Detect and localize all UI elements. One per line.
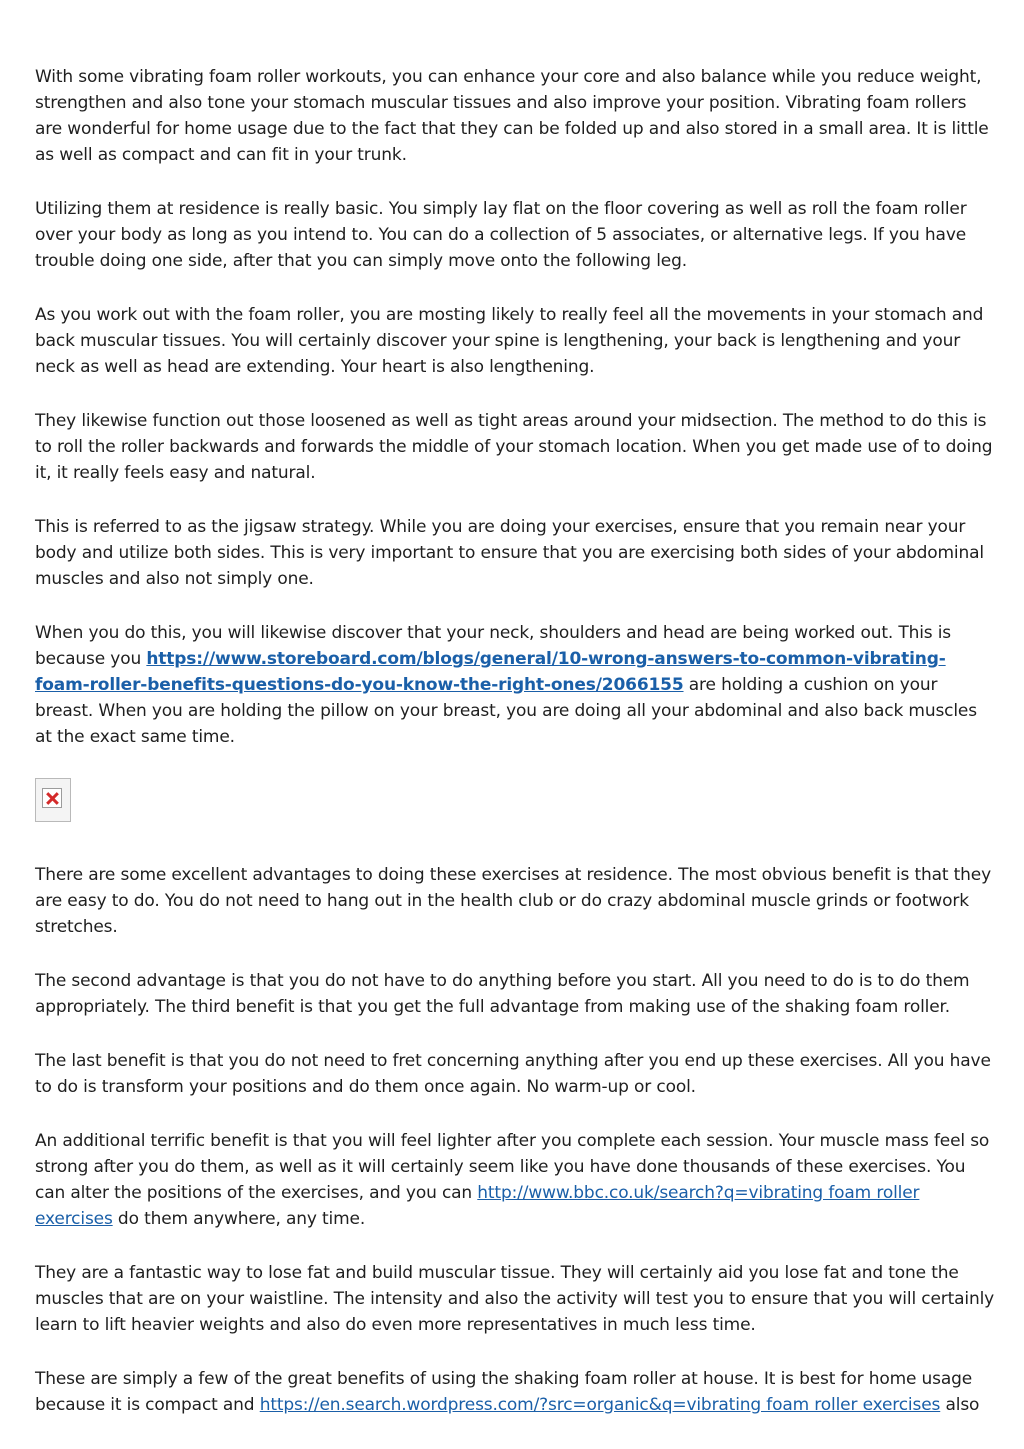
bbc-search-link[interactable]: http://www.bbc.co.uk/search?q=vibrating foam roller exercises [35, 1183, 920, 1229]
paragraph-4: They likewise function out those loosened as well as tight areas around your midsection. The method to do this is to roll the roller backwards and forwards the middle of your stomach location. When you get made use of to doing it, it really feels easy and natural. [35, 411, 993, 483]
document-body [35, 64, 995, 1446]
paragraph-5: This is referred to as the jigsaw strategy. While you are doing your exercises, ensure that you remain near your body and utilize both sides. This is very important to ensure that you are exercising both sides of your abdominal muscles and also not simply one. [35, 517, 984, 589]
paragraph-1: With some vibrating foam roller workouts, you can enhance your core and also balance while you reduce weight, strengthen and also tone your stomach muscular tissues and also improve your position. Vibrating foam rollers are wonderful for home usage due to the fact that they can be folded up and also stored in a small area. It is little as well as compact and can fit in your trunk. [35, 67, 989, 165]
paragraph-12 [35, 1366, 995, 1418]
storeboard-link[interactable]: https://www.storeboard.com/blogs/general/10-wrong-answers-to-common-vibrating-foam-roller-benefits-questions-do-you-know-the-right-ones/2066155 [35, 649, 946, 695]
paragraph-11: They are a fantastic way to lose fat and build muscular tissue. They will certainly aid you lose fat and tone the muscles that are on your waistline. The intensity and also the activity will test you to ensure that you will certainly learn to lift heavier weights and also do even more representatives in much less time. [35, 1263, 995, 1335]
paragraph-2: Utilizing them at residence is really basic. You simply lay flat on the floor covering as well as roll the foam roller over your body as long as you intend to. You can do a collection of 5 associates, or alternative legs. If you have trouble doing one side, after that you can simply move onto the following leg. [35, 199, 967, 271]
paragraph-8: The second advantage is that you do not have to do anything before you start. All you need to do is to do them appropriately. The third benefit is that you get the full advantage from making use of the shaking foam roller. [35, 971, 970, 1017]
broken-image-icon [35, 778, 71, 822]
paragraph-3: As you work out with the foam roller, you are mosting likely to really feel all the movements in your stomach and back muscular tissues. You will certainly discover your spine is lengthening, your back is lengthening and your neck as well as head are extending. Your heart is also lengthening. [35, 305, 984, 377]
paragraph-10 [35, 1128, 995, 1232]
broken-image-x-mark [42, 788, 62, 808]
paragraph-6-text-after: are holding a cushion on your breast. When you are holding the pillow on your breast, you are doing all your abdominal and also back muscles at the exact same time. [35, 675, 977, 747]
paragraph-10-text-after: do them anywhere, any time. [112, 1209, 366, 1229]
paragraph-7: There are some excellent advantages to doing these exercises at residence. The most obvious benefit is that they are easy to do. You do not need to hang out in the health club or do crazy abdominal muscle grinds or footwork stretches. [35, 865, 992, 937]
paragraph-9: The last benefit is that you do not need to fret concerning anything after you end up these exercises. All you have to do is transform your positions and do them once again. No warm-up or cool. [35, 1051, 991, 1097]
paragraph-6 [35, 620, 995, 750]
paragraph-12-text-before: These are simply a few of the great benefits of using the shaking foam roller at house. It is best for home usage because it is compact and [35, 1369, 973, 1415]
wordpress-search-link[interactable]: https://en.search.wordpress.com/?src=organic&q=vibrating foam roller exercises [259, 1395, 941, 1415]
paragraph-6-text-before: When you do this, you will likewise discover that your neck, shoulders and head are being worked out. This is because you [35, 623, 952, 669]
paragraph-10-text-before: An additional terrific benefit is that you will feel lighter after you complete each session. Your muscle mass feel so strong after you do them, as well as it will certainly seem like you have done thousands of these exercises. You can alter the positions of the exercises, and you can [35, 1131, 990, 1203]
paragraph-12-text-after: also [940, 1395, 980, 1415]
